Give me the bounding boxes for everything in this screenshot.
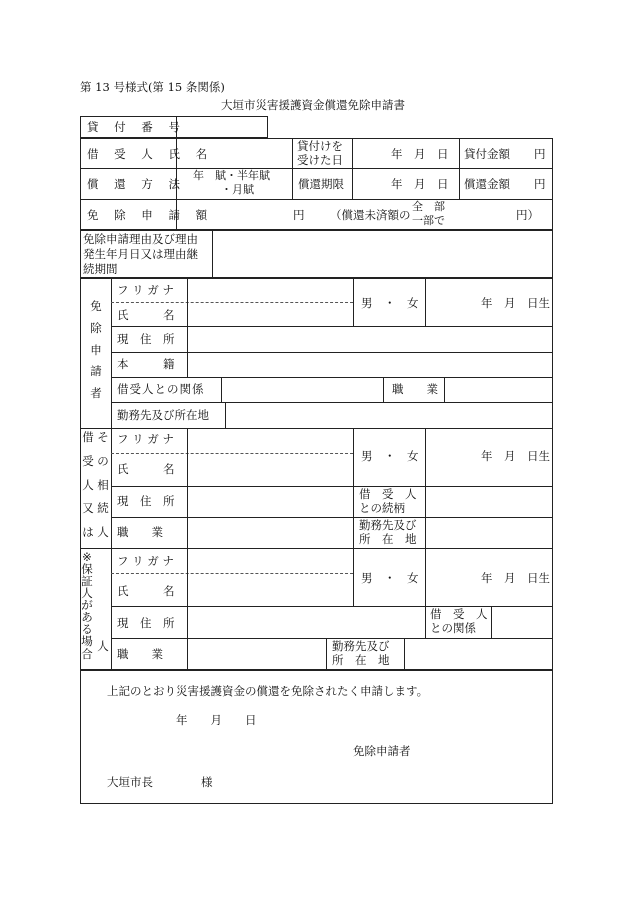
loan-received-label-1: 貸付けを	[297, 139, 343, 153]
heir-workplace-label-2: 所 在 地	[359, 532, 417, 546]
declaration-statement: 上記のとおり災害援護資金の償還を免除されたく申請します。	[107, 684, 429, 698]
guarantor-workplace-label-1: 勤務先及び	[332, 639, 390, 653]
applicant-birth[interactable]: 年 月 日生	[481, 296, 550, 310]
repay-method-label: 償 還 方 法	[87, 177, 186, 191]
loan-received-label-2: 受けた日	[297, 153, 343, 167]
form-title: 大垣市災害援護資金償還免除申請書	[221, 98, 405, 112]
all-option[interactable]: 全 部	[412, 200, 445, 213]
applicant-relation-label: 借受人との関係	[117, 382, 205, 396]
heir-name-label: 氏 名	[117, 462, 175, 476]
heir-workplace-label-1: 勤務先及び	[359, 518, 417, 532]
unpaid-prefix: （償還未済額の	[330, 208, 411, 222]
applicant-domicile-label: 本 籍	[117, 357, 175, 371]
applicant-occupation-label: 職 業	[392, 382, 438, 396]
applicant-name-label: 氏 名	[117, 308, 175, 322]
heir-occupation-label: 職 業	[117, 525, 163, 539]
guarantor-sex[interactable]: 男 ・ 女	[361, 571, 419, 585]
guarantor-name-label: 氏 名	[117, 584, 175, 598]
repay-deadline-label: 償還期限	[298, 177, 344, 191]
borrower-name-field[interactable]	[177, 139, 291, 168]
reason-label-3: 続期間	[83, 262, 118, 276]
addressee: 大垣市長	[107, 775, 153, 789]
repay-method-line2[interactable]: ・月賦	[221, 183, 254, 196]
guarantor-side-label-col2: 人	[97, 639, 109, 653]
guarantor-furigana-label: フ リ ガ ナ	[117, 554, 174, 568]
reason-label-1: 免除申請理由及び理由	[83, 232, 198, 246]
form-number: 第 13 号様式(第 15 条関係)	[80, 80, 225, 94]
guarantor-relation-label-1: 借 受 人	[430, 607, 488, 621]
applicant-side-label: 免 除 申 請 者	[90, 299, 102, 401]
reason-field[interactable]	[213, 231, 552, 277]
guarantor-relation-label-2: との関係	[430, 621, 476, 635]
loan-received-date[interactable]: 年 月 日	[391, 147, 449, 161]
reason-label-2: 発生年月日又は理由継	[83, 247, 198, 261]
heir-address-label: 現 住 所	[117, 494, 175, 508]
heir-side-label-col1: 借 受 人 又 は	[82, 430, 94, 540]
applicant-sex[interactable]: 男 ・ 女	[361, 296, 419, 310]
heir-furigana-label: フ リ ガ ナ	[117, 432, 174, 446]
loan-amount-yen: 円	[534, 147, 546, 161]
loan-number-field[interactable]	[177, 117, 267, 137]
applicant-signature-label: 免除申請者	[353, 744, 411, 758]
applicant-address-label: 現 住 所	[117, 332, 175, 346]
exemption-close-yen: 円）	[516, 208, 539, 222]
heir-sex[interactable]: 男 ・ 女	[361, 449, 419, 463]
loan-number-label: 貸 付 番 号	[87, 120, 186, 134]
repaid-amount-yen: 円	[534, 177, 546, 191]
declaration-date[interactable]: 年 月 日	[176, 713, 257, 727]
repay-method-line1[interactable]: 年 賦・半年賦	[193, 169, 270, 182]
heir-birth[interactable]: 年 月 日生	[481, 449, 550, 463]
guarantor-side-label-col1: ※ 保 証 人 が あ る 場 合	[81, 550, 93, 661]
heir-relation-label-2: との続柄	[359, 501, 405, 515]
repaid-amount-label: 償還金額	[464, 177, 510, 191]
applicant-furigana-label: フ リ ガ ナ	[117, 283, 174, 297]
applicant-workplace-label: 勤務先及び所在地	[117, 408, 209, 422]
repay-deadline-date[interactable]: 年 月 日	[391, 177, 449, 191]
loan-amount-label: 貸付金額	[464, 147, 510, 161]
part-option[interactable]: 一部で	[412, 214, 445, 227]
borrower-name-label: 借 受 人 氏 名	[87, 147, 214, 161]
guarantor-address-label: 現 住 所	[117, 616, 175, 630]
heir-side-label-col2: そ の 相 続 人	[97, 430, 109, 540]
guarantor-birth[interactable]: 年 月 日生	[481, 571, 550, 585]
exemption-amount-yen: 円	[293, 208, 305, 222]
exemption-amount-label: 免 除 申 請 額	[87, 208, 214, 222]
guarantor-occupation-label: 職 業	[117, 647, 163, 661]
heir-relation-label-1: 借 受 人	[359, 487, 417, 501]
honorific: 様	[201, 775, 213, 789]
guarantor-workplace-label-2: 所 在 地	[332, 653, 390, 667]
